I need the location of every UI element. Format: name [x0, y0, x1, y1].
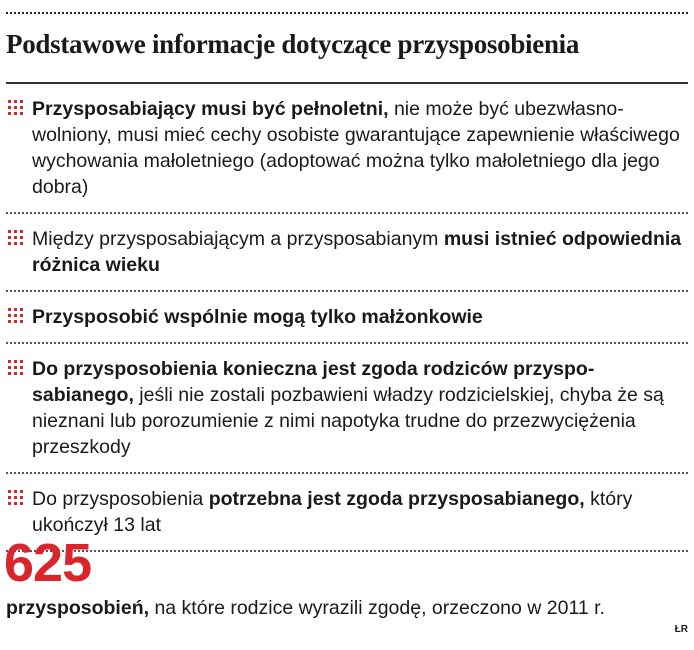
red-dot-grid-icon: [8, 490, 23, 505]
page-title: Podstawowe informacje dotyczące przysposobienia: [6, 29, 580, 59]
top-dotted-rule: [6, 12, 688, 14]
list-item: [6, 472, 688, 552]
item-text: jeśli nie zostali pozbawieni władzy rodzicielskiej, chyba że są nieznani lub porozumienie z nimi napotyka trudne do przezwyciężenia przeszkody: [32, 384, 664, 458]
list-item: [6, 82, 688, 212]
red-dot-grid-icon: [8, 308, 23, 323]
list-item: [6, 290, 688, 342]
item-bold-text: Do przysposobienia konieczna jest zgoda rodziców przysposabianego,: [32, 358, 595, 406]
item-text: Do przysposobienia: [32, 488, 209, 510]
info-list: [6, 82, 688, 552]
item-text: Między przysposabiającym a przysposabianym: [32, 228, 444, 250]
list-item: [6, 212, 688, 290]
red-dot-grid-icon: [8, 100, 23, 115]
stat-text: na które rodzice wyrazili zgodę, orzeczono w 2011 r.: [149, 597, 605, 619]
stat-description: [6, 597, 605, 620]
item-bold-text: Przysposabiający musi być pełnoletni,: [32, 98, 389, 120]
item-text: nie może być ubezwłasnowolniony, musi mieć cechy osobiste gwarantujące zapewnienie właściwego wychowania małoletniego (adoptować można tylko małoletniego dla jego dobra): [32, 98, 680, 198]
list-item: [6, 342, 688, 472]
item-bold-text: musi istnieć odpowiednia różnica wieku: [32, 228, 682, 276]
red-dot-grid-icon: [8, 360, 23, 375]
author-credit: ŁR: [674, 624, 688, 635]
stat-bold-text: przysposobień,: [6, 597, 150, 619]
red-dot-grid-icon: [8, 230, 23, 245]
item-bold-text: Przysposobić wspólnie mogą tylko małżonkowie: [32, 306, 483, 328]
stat-number: 625: [4, 533, 92, 593]
item-text-end: który ukończył 13 lat: [32, 488, 633, 536]
item-bold-text: potrzebna jest zgoda przysposabianego,: [208, 488, 585, 510]
